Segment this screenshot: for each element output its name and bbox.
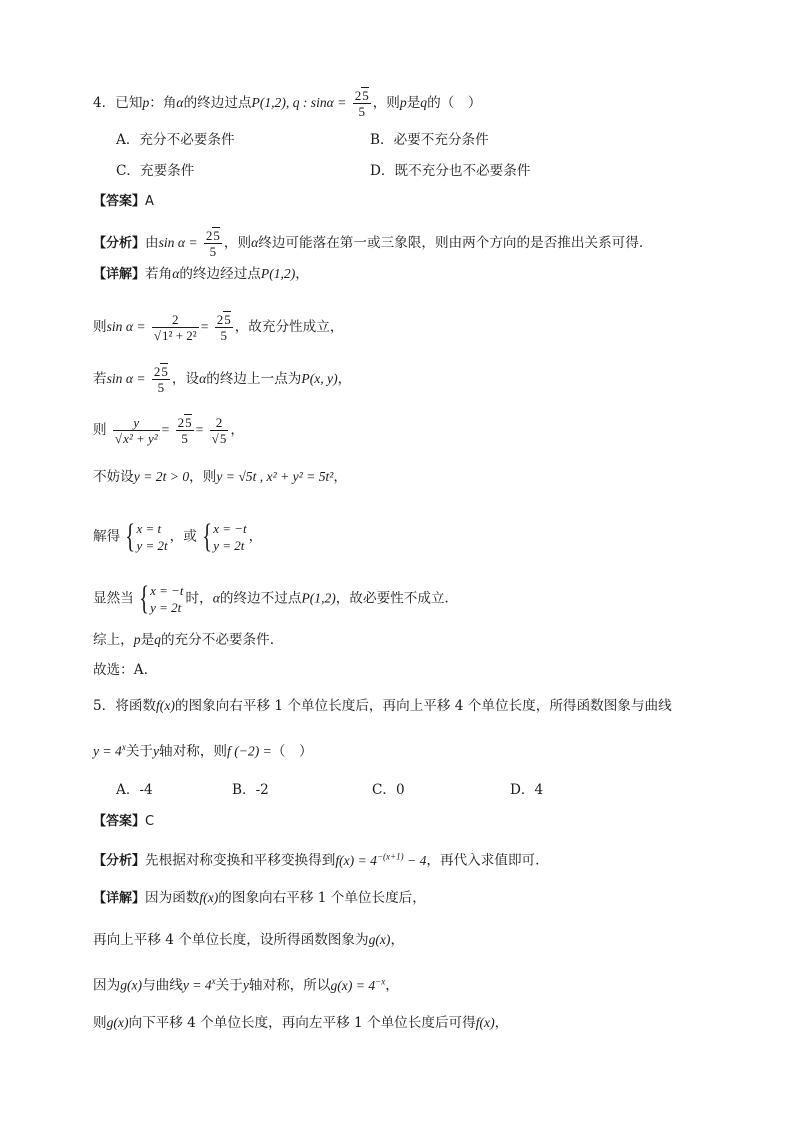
answer-value: C [145,814,155,829]
var-alpha: α [176,95,184,110]
answer-tag: 【答案】 [93,814,146,829]
detail-text: 的终边上一点为 [206,371,302,387]
frac-2-over-sqrt: $\frac{2}{\text{√1² + 2²}}$ [153,312,197,343]
detail-text: 若角 [145,266,173,282]
q5-detail-3: 因为g(x)与曲线$y = 4^x$关于y轴对称，所以$g(x) = 4^{-x}$， [93,976,399,994]
analysis-tag: 【分析】 [93,236,146,251]
q5-option-c: C．0 [372,782,405,798]
q4-stem-text: 的（ ） [427,95,482,111]
q4-detail-3: 若sin α = $\frac{25}{5}$ ，设α的终边上一点为P(x, y)， [93,364,352,395]
q5-stem-2: $y = 4^x$关于y轴对称，则f (−2) =（ ） [93,742,313,760]
q5-option-b: B．-2 [232,782,269,798]
q4-stem-text: ：角 [149,95,177,111]
frac-2sqrt5-over-5: $\frac{25}{5}$ [216,312,231,343]
detail-text: 再向上平移 4 个单位长度，设所得函数图象为 [93,932,369,948]
q5-option-d: D．4 [510,782,544,798]
detail-text: 的终边不过点 [219,590,302,607]
detail-text: 则 [93,1015,107,1031]
q5-stem-text: （ ） [271,743,313,760]
gx: g(x) [120,977,143,993]
var-p: p [142,95,150,110]
detail-text: 与曲线 [142,977,183,994]
var-q: q [154,632,161,647]
q4-stem [93,88,481,119]
detail-text: 轴对称，所以 [248,977,331,994]
q4-analysis: 【分析】由sin α = $\frac{25}{5}$ ，则α终边可能落在第一或三象限，则由两个方向的是否推出关系可得. [93,228,644,259]
var-p: p [399,95,407,110]
fx: f(x) [156,698,175,713]
q4-summary [93,630,274,650]
detail-text: ， [230,422,244,438]
frac-2sqrt5-over-5: $\frac{25}{5}$ [354,88,369,119]
q4-detail-6 [93,518,262,556]
detail-text: 综上， [93,632,134,648]
q5-stem-text: 5．将函数 [93,698,157,714]
var-y: y [242,977,249,993]
q5-answer [93,812,154,832]
detail-text: 的图象向右平移 1 个单位长度后， [218,890,426,906]
point-p12: P(1,2) [260,266,296,281]
q4-detail-4: 则 $\frac{y}{\text{√x² + y²}}$ = $\frac{25}{5}$ = $\frac{2}{√5}$ ， [93,415,244,446]
gx: g(x) [368,932,391,947]
q4-detail-5 [93,467,347,487]
frac-y-over-sqrt: $\frac{y}{\text{√x² + y²}}$ [114,415,158,446]
point-p12: P(1,2) [301,590,336,606]
detail-text: 的终边经过点 [179,266,261,282]
detail-text: ， [494,1015,509,1031]
q5-detail-1 [93,888,426,909]
analysis-text: ，则 [223,235,252,251]
q4-detail-7 [93,580,449,618]
detail-text: 因为函数 [145,890,200,906]
detail-text: 关于 [215,977,243,994]
analysis-tag: 【分析】 [93,853,146,869]
system-2: {x = −t y = 2t [202,518,247,555]
var-q: q [420,95,428,110]
detail-text: ，故必要性不成立. [335,590,449,607]
q4-option-c: C．充要条件 [116,163,195,179]
var-alpha: α [251,235,259,250]
q4-stem-text: 是 [406,95,421,111]
detail-text: ， [385,977,399,994]
q4-stem-text: ，则 [372,95,400,111]
detail-text: ，则 [189,469,217,485]
detail-text: 时， [185,590,213,607]
var-alpha: α [212,590,220,606]
frac-2-over-sqrt5: $\frac{2}{√5}$ [211,415,227,446]
var-p: p [133,632,141,647]
detail-text: ， [295,266,309,282]
q5-detail-2 [93,930,404,950]
point-p12: P(1,2) [251,95,286,110]
detail-tag: 【详解】 [93,267,146,282]
q4-stem-text: 4．已知 [93,95,143,111]
var-y: y [153,743,160,759]
var-alpha: α [172,266,180,281]
analysis-text: 先根据对称变换和平移变换得到 [145,852,336,869]
system-2: {x = −t y = 2t [139,580,184,617]
q5-stem-text: 轴对称，则 [159,743,228,760]
q5-stem-text: 关于 [125,743,153,760]
detail-text: ，或 [169,528,197,545]
q4-detail-1 [93,264,309,285]
detail-text: 则 [93,319,107,335]
analysis-text: 终边可能落在第一或三象限，则由两个方向的是否推出关系可得. [258,235,644,251]
fx: f(x) [199,890,219,905]
answer-value: A [145,194,154,209]
sin-expr: , q : sinα = [285,95,347,110]
frac-2sqrt5-over-5: $\frac{25}{5}$ [205,228,220,259]
system-1: {x = t y = 2t [125,518,168,555]
q4-choose: 故选：A. [93,662,148,678]
f-neg2: f (−2) = [227,743,272,759]
detail-text: 解得 [93,528,121,545]
detail-text: 向下平移 4 个单位长度，再向左平移 1 个单位长度后可得 [128,1015,476,1031]
detail-text: 则 [93,422,107,438]
q5-analysis: 【分析】先根据对称变换和平移变换得到$f(x) = 4^{-(x+1)} - 4$，再代入求值即可. [93,851,540,869]
detail-text: 的充分不必要条件. [160,632,275,648]
fx: f(x) [475,1015,495,1030]
curve-4x: y = 4 [93,743,122,759]
analysis-text: ，再代入求值即可. [426,852,540,869]
frac-2sqrt5-over-5: $\frac{25}{5}$ [153,364,168,395]
detail-text: 若 [93,371,107,387]
q4-answer [93,192,154,212]
q4-option-a: A．充分不必要条件 [116,132,235,148]
expr-y2t: y = 2t > 0 [133,469,190,484]
answer-tag: 【答案】 [93,194,146,209]
q5-stem-text: 的图象向右平移 1 个单位长度后，再向上平移 4 个单位长度，所得函数图象与曲线 [174,698,672,714]
q5-option-a: A．-4 [116,782,153,798]
detail-tag: 【详解】 [93,891,146,906]
detail-text: 因为 [93,977,121,994]
analysis-text: 由 [145,235,159,251]
detail-text: ，设 [171,371,200,387]
q5-detail-4 [93,1013,508,1033]
frac-2sqrt5-over-5: $\frac{25}{5}$ [177,415,192,446]
detail-text: ， [248,528,263,545]
curve-4x: y = 4 [182,977,212,993]
detail-text: 显然当 [93,590,134,607]
q4-detail-2: 则sin α = $\frac{2}{\text{√1² + 2²}}$ = $\frac{25}{5}$ ，故充分性成立， [93,312,344,343]
q4-stem-text: 的终边过点 [183,95,252,111]
gx: g(x) [106,1015,129,1030]
detail-text: ， [333,469,347,485]
detail-text: ，故充分性成立， [234,319,344,335]
q4-option-d: D．既不充分也不必要条件 [370,163,531,179]
q5-stem-1 [93,696,672,716]
point-pxy: P(x, y) [301,371,338,386]
detail-text: 不妨设 [93,469,134,485]
detail-text: ， [390,932,405,948]
q4-option-b: B．必要不充分条件 [370,132,489,148]
detail-text: 是 [140,632,155,648]
expr-relation: y = √5t , x² + y² = 5t² [216,469,334,484]
var-alpha: α [199,371,207,386]
detail-text: ， [337,371,352,387]
